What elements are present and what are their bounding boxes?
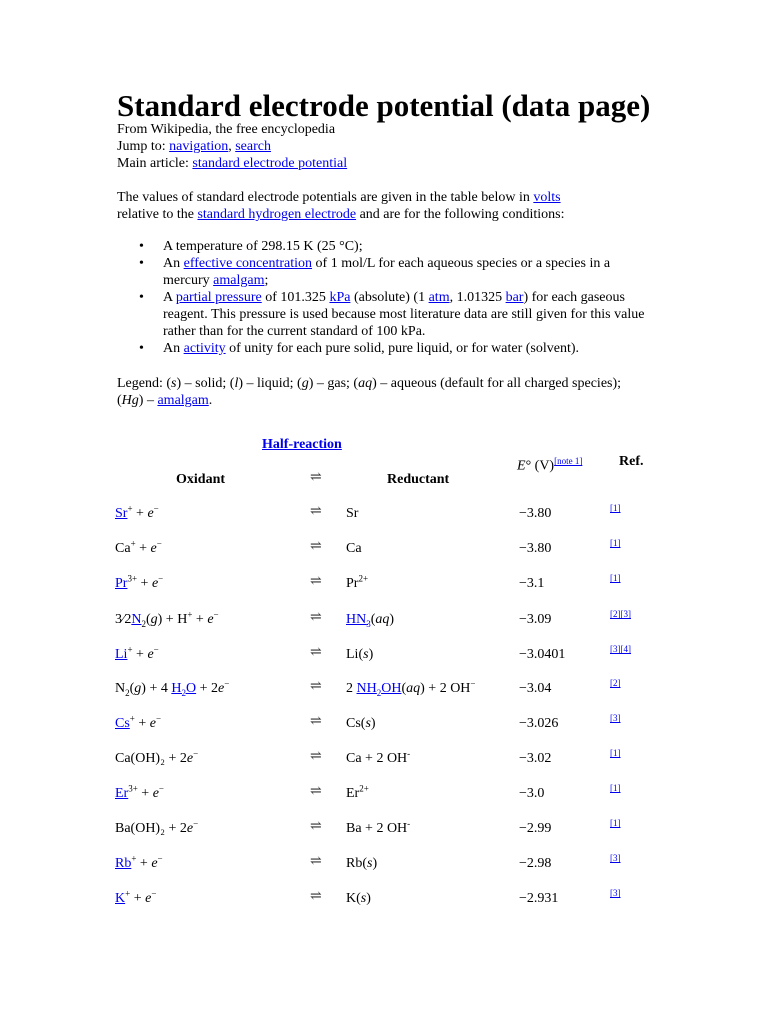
hydroxylamine-link[interactable]: $NH_2OH$ [356,681,402,698]
jump-separator: , [228,139,236,154]
species-text: Rb [346,856,363,871]
ref-link[interactable]: [3] [610,853,621,863]
potential-value: −2.98 [519,856,552,871]
ref-link[interactable]: [2] [610,678,621,688]
condition-text: A temperature of 298.15 K (25 °C); [163,239,363,254]
praseodymium-link[interactable]: Pr [115,576,128,591]
species-text: Li [346,647,359,662]
legend-text: aq [358,376,373,391]
reductant-cell: Sr [346,506,359,521]
ref-link[interactable]: [1] [610,818,621,828]
kpa-link[interactable]: kPa [329,290,351,305]
hydrazoic-acid-link[interactable]: $HN_3$ [346,612,371,629]
equilibrium-icon: ⇌ [310,645,322,660]
reductant-cell: Cs(s) [346,716,376,731]
potential-value: −3.0401 [519,647,566,662]
legend-text: Legend: ( [117,376,172,391]
caesium-link[interactable]: Cs [115,716,130,731]
condition-pressure [117,289,657,340]
equilibrium-icon: ⇌ [310,679,322,694]
legend [117,375,637,409]
oxidant-cell: Ca(OH)₂ + 2e− [115,748,199,766]
equilibrium-icon: ⇌ [310,504,322,519]
ref-link[interactable]: [3] [610,713,621,723]
atm-link[interactable]: atm [428,290,450,305]
legend-text: ) – [138,393,158,408]
condition-text: A [163,290,176,305]
condition-text: An [163,341,184,356]
partial-pressure-link[interactable]: partial pressure [175,290,262,305]
condition-text: ; [264,273,269,288]
potential-value: −3.09 [519,612,552,627]
species-text: H [177,612,188,627]
legend-text: l [234,376,239,391]
she-link[interactable]: standard hydrogen electrode [197,207,357,222]
species-text: NH [356,681,377,696]
legend-text: s [171,376,177,391]
equilibrium-icon: ⇌ [310,784,322,799]
species-text: K [346,891,357,906]
intro-text-3: and are for the following conditions: [356,207,565,222]
equilibrium-icon: ⇌ [310,889,322,904]
condition-text: (absolute) (1 [350,290,429,305]
condition-text: ) for each gaseous reagent. This pressure is used because most literature data are still given for this value rather than for the current standard of 100 kPa. [163,290,645,339]
navigation-link[interactable]: navigation [169,139,229,154]
legend-text: ) – gas; ( [308,376,359,391]
potential-value: −3.02 [519,751,552,766]
page-title: Standard electrode potential (data page) [117,88,651,123]
potential-symbol: E [517,458,526,474]
ref-link[interactable]: [1] [610,783,621,793]
reductant-cell: Li(s) [346,647,374,662]
equilibrium-icon: ⇌ [310,749,322,764]
equilibrium-header-icon: ⇌ [310,470,322,485]
oxidant-cell: $Er^{3+} + e^-$ [115,783,164,801]
ref-link[interactable]: [3][4] [610,644,631,654]
jump-to-label: Jump to: [117,139,170,154]
legend-text: g [301,376,309,391]
rubidium-link[interactable]: Rb [115,856,132,871]
nitrogen-link[interactable]: N [131,612,142,627]
equilibrium-icon: ⇌ [310,854,322,869]
ref-link[interactable]: [2][3] [610,609,631,619]
legend-text: ) – solid; ( [176,376,235,391]
volts-link[interactable]: volts [533,190,561,205]
equilibrium-icon: ⇌ [310,539,322,554]
main-article [117,155,347,172]
potential-value: −3.04 [519,681,552,696]
intro-paragraph [117,189,637,223]
condition-activity [117,340,657,357]
species-text: Ca [115,541,131,556]
reductant-cell: Ca [346,541,362,556]
legend-text: . [208,393,213,408]
oxidant-cell: Li+ + e− [115,644,159,662]
equilibrium-icon: ⇌ [310,714,322,729]
oxidant-cell: $N_2(g) + 4$ $H_2O + 2e^-$ [115,678,230,698]
amalgam-link[interactable]: amalgam [213,273,265,288]
equilibrium-icon: ⇌ [310,574,322,589]
strontium-link[interactable]: Sr [115,506,128,521]
jump-to [117,138,271,155]
bar-link[interactable]: bar [505,290,524,305]
ref-header: Ref. [619,454,644,469]
main-article-link[interactable]: standard electrode potential [192,156,348,171]
tagline: From Wikipedia, the free encyclopedia [117,122,336,137]
oxidant-cell: $Pr^{3+} + e^-$ [115,573,164,591]
potassium-link[interactable]: K [115,891,126,906]
potential-value: −2.931 [519,891,559,906]
legend-text: Hg [121,393,139,408]
species-text: Ba(OH)₂ + 2 [115,821,187,836]
reductant-cell: $Er^{2+}$ [346,783,369,801]
ref-link[interactable]: [1] [610,748,621,758]
potential-unit: ° (V) [525,458,555,474]
oxidant-cell: Cs+ + e− [115,713,162,731]
lithium-link[interactable]: Li [115,647,128,662]
potential-value: −3.0 [519,786,545,801]
ref-link[interactable]: [1] [610,503,621,513]
oxidant-header: Oxidant [176,472,226,487]
main-article-label: Main article: [117,156,193,171]
oxidant-cell: Ba(OH)₂ + 2e− [115,818,199,836]
potential-value: −2.99 [519,821,552,836]
equilibrium-icon: ⇌ [310,819,322,834]
condition-text: of 1 mol/L for each aqueous species or a species in a mercury [163,256,611,288]
condition-text: An [163,256,184,271]
condition-text: of unity for each pure solid, pure liquid, or for water (solvent). [225,341,580,356]
oxidant-cell: Sr+ + e− [115,503,159,521]
species-text: Cs [346,716,361,731]
equilibrium-icon: ⇌ [310,610,322,625]
reductant-cell: $HN_3(aq)$ [346,612,395,629]
intro-text-2: relative to the [117,207,198,222]
intro-text-1: The values of standard electrode potentials are given in the table below in [117,190,534,205]
search-link[interactable]: search [235,139,271,154]
oxidant-cell: K+ + e− [115,888,157,906]
reductant-cell: $Pr^{2+}$ [346,573,369,591]
potential-value: −3.80 [519,541,552,556]
reductant-cell: Ca + 2 OH- [346,748,411,766]
condition-text: of 101.325 [261,290,330,305]
oxidant-cell: Ca+ + e− [115,538,162,556]
potential-value: −3.026 [519,716,559,731]
potential-header [517,453,582,475]
species-text: Ca(OH)₂ + 2 [115,751,187,766]
half-reaction-header-link[interactable]: Half-reaction [262,437,342,452]
species-text: Er [346,786,360,801]
potential-value: −3.1 [519,576,545,591]
water-link[interactable]: $H_2O$ [171,681,197,698]
reductant-cell: 2 $NH_2OH(aq) + 2$ OH− [346,678,476,698]
legend-amalgam-link[interactable]: amalgam [157,393,209,408]
species-text: HN [346,612,367,627]
potential-value: −3.80 [519,506,552,521]
species-text: Pr [346,576,359,591]
ref-link[interactable]: [3] [610,888,621,898]
reductant-header: Reductant [387,472,450,487]
ref-link[interactable]: [1] [610,573,621,583]
reductant-cell: Rb(s) [346,856,378,871]
oxidant-cell: $3⁄2N_2(g) + H^+ + e^-$ [115,609,219,629]
reductant-cell: Ba + 2 OH- [346,818,411,836]
conditions-list [117,238,657,357]
reductant-cell: K(s) [346,891,371,906]
effective-concentration-link[interactable]: effective concentration [183,256,313,271]
legend-text: ) – aqueous (default for all charged species); ( [117,376,622,408]
condition-temperature [117,238,657,255]
oxidant-cell: Rb+ + e− [115,853,163,871]
species-text: H [171,681,182,696]
ref-link[interactable]: [1] [610,538,621,548]
condition-text: , 1.01325 [449,290,506,305]
note-1-link[interactable]: [note 1] [554,456,583,466]
activity-link[interactable]: activity [183,341,226,356]
legend-text: ) – liquid; ( [238,376,302,391]
condition-concentration [117,255,657,289]
erbium-link[interactable]: Er [115,786,129,801]
